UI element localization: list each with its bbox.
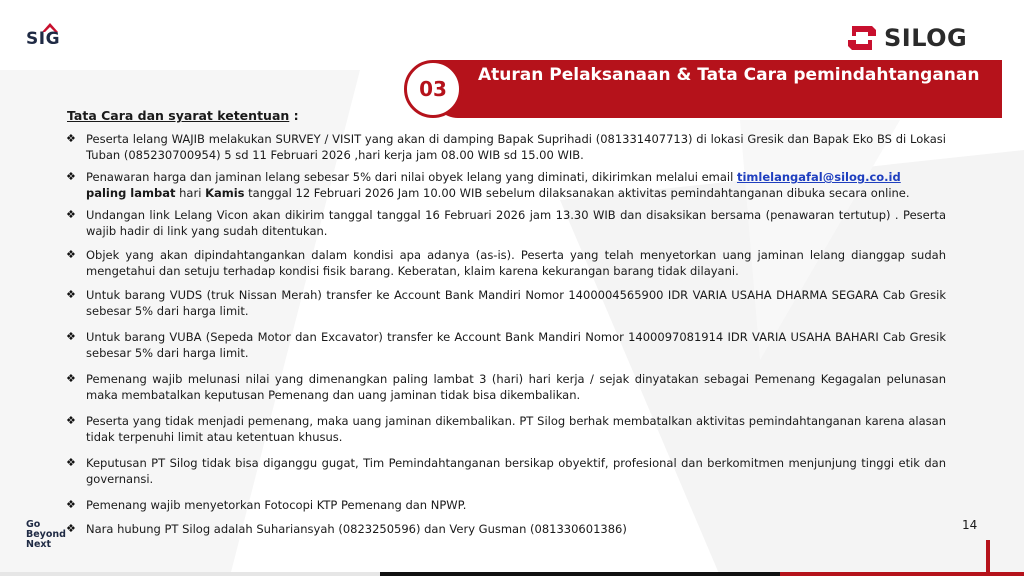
list-item: ❖ Peserta lelang WAJIB melakukan SURVEY / VISIT yang akan di damping Bapak Suprihadi (081331407713) di lokasi Gresik dan Bapak Eko BS di Lokasi Tuban (085230700954) 5 sd 11 Februari 2026 ,hari kerja jam 08.00 WIB sd 15.00 WIB. [66, 132, 946, 162]
corner-accent [986, 540, 990, 576]
list-item: ❖ Objek yang akan dipindahtangankan dalam kondisi apa adanya (as-is). Peserta yang telah menyetorkan uang jaminan lelang dianggap sudah mengetahui dan setuju terhadap kondisi fisik barang. Keberatan, klaim karena kekurangan barang tidak dilayani. [66, 248, 946, 278]
list-item: ❖ Untuk barang VUBA (Sepeda Motor dan Excavator) transfer ke Account Bank Mandiri Nomor 1400097081914 IDR VARIA USAHA BAHARI Cab Gresik sebesar 5% dari harga limit. [66, 330, 946, 360]
silog-logo-mark-icon [846, 22, 878, 54]
bottom-stripe [0, 572, 1024, 576]
diamond-bullet-icon: ❖ [66, 170, 76, 183]
diamond-bullet-icon: ❖ [66, 208, 76, 221]
sig-logo [26, 22, 72, 50]
tagline-logo: Go Beyond Next [26, 519, 66, 550]
heading-text: Tata Cara dan syarat ketentuan [67, 108, 290, 123]
diamond-bullet-icon: ❖ [66, 456, 76, 469]
list-item: ❖ Peserta yang tidak menjadi pemenang, maka uang jaminan dikembalikan. PT Silog berhak membatalkan aktivitas pemindahtanganan karena alasan tidak terpenuhi limit atau ketentuan khusus. [66, 414, 946, 444]
list-heading [67, 108, 299, 123]
section-number-badge [404, 60, 462, 118]
diamond-bullet-icon: ❖ [66, 414, 76, 427]
list-item: ❖ Penawaran harga dan jaminan lelang sebesar 5% dari nilai obyek lelang yang diminati, dikirimkan melalui email timlelangafal@silog.co.id paling lambat hari Kamis tanggal 12 Februari 2026 Jam 10.00 WIB sebelum dilaksanakan aktivitas pemindahtanganan dibuka secara online. [66, 170, 910, 200]
page-number: 14 [962, 518, 978, 532]
list-item: ❖ Keputusan PT Silog tidak bisa diganggu gugat, Tim Pemindahtanganan bersikap obyektif, profesional dan berkomitmen menjunjung tinggi etik dan governansi. [66, 456, 946, 486]
silog-logo-text: SILOG [884, 24, 968, 52]
diamond-bullet-icon: ❖ [66, 132, 76, 145]
heading-suffix: : [289, 108, 299, 123]
section-banner [432, 60, 1002, 118]
diamond-bullet-icon: ❖ [66, 288, 76, 301]
email-link[interactable]: timlelangafal@silog.co.id [736, 170, 901, 184]
list-item: ❖ Pemenang wajib menyetorkan Fotocopi KTP Pemenang dan NPWP. [66, 498, 467, 512]
diamond-bullet-icon: ❖ [66, 498, 76, 511]
list-item: ❖ Nara hubung PT Silog adalah Suhariansyah (0823250596) dan Very Gusman (081330601386) [66, 522, 627, 536]
section-number: 03 [419, 77, 447, 101]
diamond-bullet-icon: ❖ [66, 248, 76, 261]
sig-logo-text: SIG [26, 29, 61, 49]
list-item: ❖ Pemenang wajib melunasi nilai yang dimenangkan paling lambat 3 (hari) hari kerja / sejak dinyatakan sebagai Pemenang Kegagalan pelunasan maka membatalkan keputusan Pemenang dan uang jaminan tidak bisa dikembalikan. [66, 372, 946, 402]
terms-list [66, 131, 946, 537]
diamond-bullet-icon: ❖ [66, 330, 76, 343]
diamond-bullet-icon: ❖ [66, 372, 76, 385]
silog-logo [846, 20, 996, 56]
list-item: ❖ Untuk barang VUDS (truk Nissan Merah) transfer ke Account Bank Mandiri Nomor 1400004565900 IDR VARIA USAHA DHARMA SEGARA Cab Gresik sebesar 5% dari harga limit. [66, 288, 946, 318]
list-item: ❖ Undangan link Lelang Vicon akan dikirim tanggal tanggal 16 Februari 2026 jam 13.30 WIB dan disaksikan bersama (penawaran tertutup) . Peserta wajib hadir di link yang sudah ditentukan. [66, 208, 946, 238]
diamond-bullet-icon: ❖ [66, 522, 76, 535]
section-title: Aturan Pelaksanaan & Tata Cara pemindahtanganan [478, 65, 980, 85]
